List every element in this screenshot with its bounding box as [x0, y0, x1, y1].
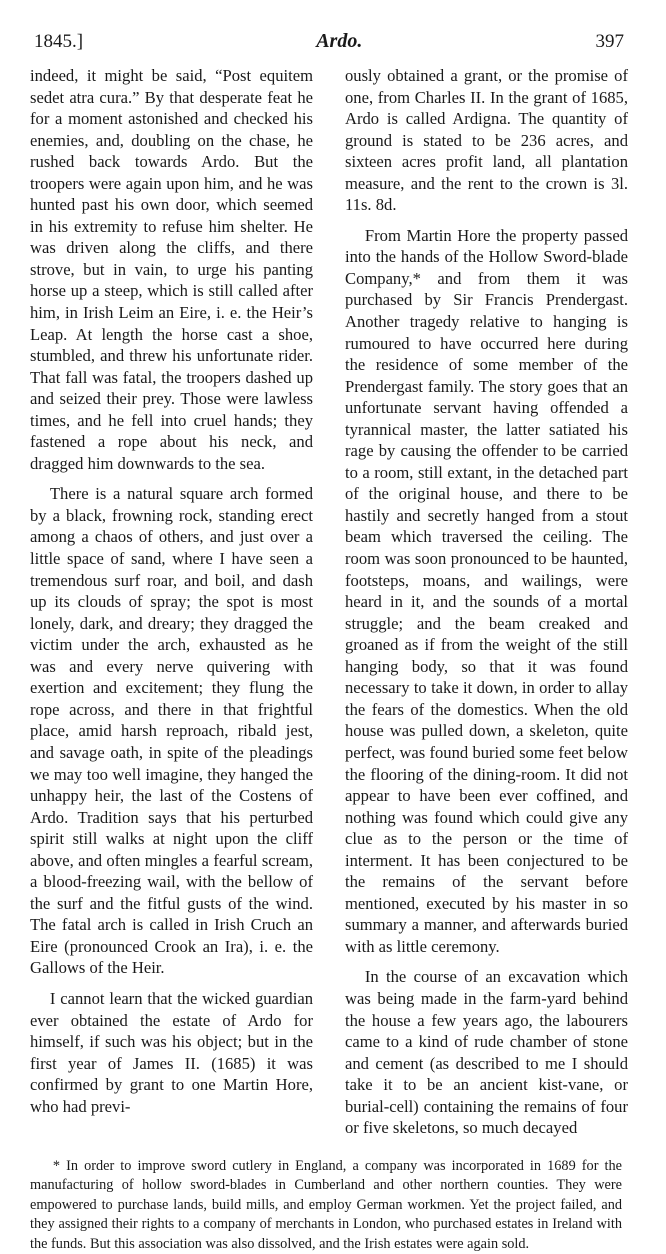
paragraph: In the course of an excavation which was being made in the farm-yard behind the house a few years ago, the labourers came to a kind of rude chamber of stone and cement (as described to me I should take it to be an ancient kist-vane, or burial-cell) containing the remains of four or five skeletons, so much decayed — [345, 967, 628, 1138]
footnote-text: * In order to improve sword cutlery in England, a company was incorporated in 1689 for the manufacturing of hollow sword-blades in Cumberland and other northern counties. They were empowered to purchase lands, build mills, and employ German workmen. Yet the project failed, and they assigned their rights to a company of merchants in London, who purchased estates in Ireland with the funds. But this association was also dissolved, and the Irish estates were again sold. — [30, 1157, 622, 1252]
paragraph: indeed, it might be said, “Post equitem sedet atra cura.” By that desperate feat he for a moment astonished and checked his enemies, and, doubling on the chase, he rushed back towards Ardo. But the troopers were again upon him, and he was hunted past his own door, which seemed in his extremity to refuse him shelter. He was driven along the cliffs, and there strove, but in vain, to urge his panting horse up a steep, which is still called after him, in Irish Leim an Eire, i. e. the Heir’s Leap. At length the horse cast a shoe, stumbled, and threw his unfortunate rider. That fall was fatal, the troopers dashed up and seized their prey. Those were lawless times, and he fell into cruel hands; they fastened a rope about his neck, and dragged him downwards to the sea. — [30, 66, 313, 473]
paragraph: I cannot learn that the wicked guardian ever obtained the estate of Ardo for himself, if such was his object; but in the first year of James II. (1685) it was confirmed by grant to one Martin Hore, who had previ- — [30, 988, 313, 1116]
left-column — [30, 65, 313, 1139]
header-title: Ardo. — [316, 30, 363, 52]
right-column — [345, 65, 628, 1139]
page-number: 397 — [595, 31, 624, 52]
running-header — [30, 30, 628, 65]
footnote — [30, 1157, 628, 1254]
paragraph: From Martin Hore the property passed into the hands of the Hollow Sword-blade Company,* and from them it was purchased by Sir Francis Prendergast. Another tragedy relative to hanging is rumoured to have occurred here during the residence of some member of the Prendergast family. The story goes that an unfortunate servant having offended a tyrannical master, the latter satiated his rage by causing the offender to be carried to a room, still extant, in the detached part of the original house, and there to be hastily and secretly hanged from a stout beam which traversed the ceiling. The room was soon pronounced to be haunted, footsteps, moans, and wailings, were heard in it, and the sounds of a mortal struggle; and the beam creaked and groaned as if from the weight of the still hanging body, so that it was found necessary to take it down, in order to allay the fears of the domestics. When the old house was pulled down, a skeleton, quite perfect, was found buried some feet below the flooring of the dining-room. It did not appear to have been ever coffined, and nothing was found which could give any clue as to the person or the time of interment. It has been conjectured to be the remains of the servant before mentioned, executed by his master in so summary a manner, and afterwards buried with as little ceremony. — [345, 225, 628, 956]
paragraph: There is a natural square arch formed by a black, frowning rock, standing erect among a chaos of others, and just over a little space of sand, where I have seen a tremendous surf roar, and boil, and dash up its clouds of spray; the spot is most lonely, dark, and dreary; they dragged the victim under the arch, exhausted as he was and every nerve quivering with exertion and excitement; they flung the rope across, and there in that frightful place, amid harsh reproach, ribald jest, and savage oath, in spite of the pleadings we may too well imagine, they hanged the unhappy heir, the last of the Costens of Ardo. Tradition says that his perturbed spirit still walks at night upon the cliff above, and often mingles a fearful scream, a blood-freezing wail, with the bellow of the surf and the fitful gusts of the wind. The fatal arch is called in Irish Cruch an Eire (pronounced Crook an Ira), i. e. the Gallows of the Heir. — [30, 484, 313, 978]
header-year: 1845.] — [34, 31, 84, 52]
paragraph: ously obtained a grant, or the promise of one, from Charles II. In the grant of 1685, Ardo is called Ardigna. The quantity of ground is stated to be 236 acres, and sixteen acres profit land, all plantation measure, and the rent to the crown is 3l. 11s. 8d. — [345, 66, 628, 215]
text-columns — [30, 65, 628, 1139]
